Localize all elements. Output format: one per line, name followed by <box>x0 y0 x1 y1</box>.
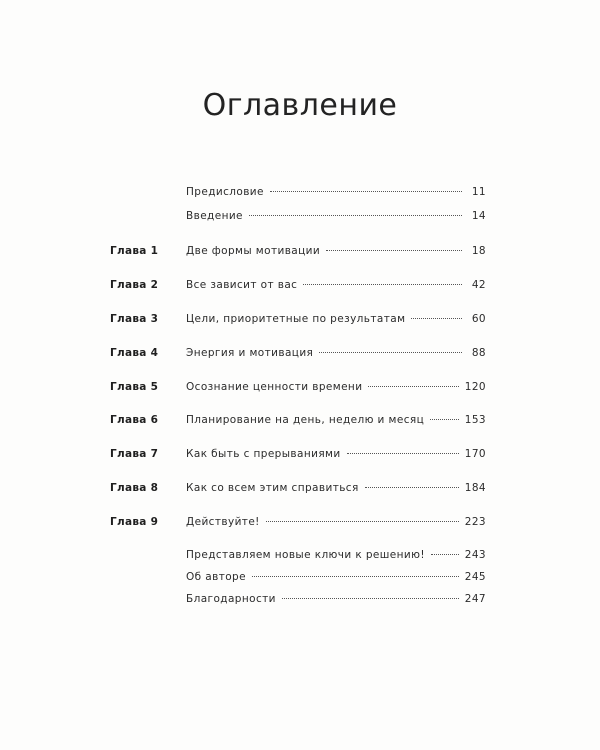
page-number: 14 <box>471 210 486 222</box>
dot-leader <box>347 453 459 454</box>
page-number: 223 <box>464 516 486 528</box>
chapter-label: Глава 2 <box>110 279 159 291</box>
page-number: 247 <box>464 593 486 605</box>
entry-title: Благодарности <box>186 593 276 605</box>
entry-title: Все зависит от вас <box>186 279 298 291</box>
entry-title: Как со всем этим справиться <box>186 482 359 494</box>
entry-title: Введение <box>186 210 243 222</box>
page-number: 11 <box>471 186 486 198</box>
dot-leader <box>249 215 462 216</box>
dot-leader <box>303 284 462 285</box>
dot-leader <box>252 576 459 577</box>
dot-leader <box>431 554 459 555</box>
dot-leader <box>270 191 462 192</box>
page-title: Оглавление <box>202 88 398 123</box>
dot-leader <box>368 386 458 387</box>
entry-title: Осознание ценности времени <box>186 381 363 393</box>
dot-leader <box>319 352 462 353</box>
toc-entry <box>0 343 600 363</box>
entry-title: Энергия и мотивация <box>186 347 314 359</box>
toc-entry <box>0 545 600 565</box>
entry-title: Цели, приоритетные по результатам <box>186 313 406 325</box>
toc-entry <box>0 410 600 430</box>
toc-entry <box>0 444 600 464</box>
page-number: 42 <box>471 279 486 291</box>
page-number: 170 <box>464 448 486 460</box>
chapter-label: Глава 5 <box>110 381 159 393</box>
chapter-label: Глава 7 <box>110 448 159 460</box>
page-number: 60 <box>471 313 486 325</box>
chapter-label: Глава 3 <box>110 313 159 325</box>
toc-entry <box>0 478 600 498</box>
chapter-label: Глава 6 <box>110 414 159 426</box>
page-number: 18 <box>471 245 486 257</box>
toc-entry <box>0 206 600 226</box>
page-number: 120 <box>464 381 486 393</box>
entry-title: Предисловие <box>186 186 264 198</box>
dot-leader <box>282 598 459 599</box>
chapter-label: Глава 1 <box>110 245 159 257</box>
page-number: 153 <box>464 414 486 426</box>
toc-entry <box>0 275 600 295</box>
dot-leader <box>326 250 462 251</box>
chapter-label: Глава 4 <box>110 347 159 359</box>
toc-entry <box>0 567 600 587</box>
toc-entry <box>0 377 600 397</box>
toc-entry <box>0 589 600 609</box>
entry-title: Действуйте! <box>186 516 260 528</box>
dot-leader <box>266 521 459 522</box>
entry-title: Две формы мотивации <box>186 245 321 257</box>
page-number: 184 <box>464 482 486 494</box>
toc-entry <box>0 512 600 532</box>
entry-title: Представляем новые ключи к решению! <box>186 549 425 561</box>
entry-title: Как быть с прерываниями <box>186 448 341 460</box>
page-number: 245 <box>464 571 486 583</box>
toc-entry <box>0 182 600 202</box>
dot-leader <box>411 318 462 319</box>
toc-entry <box>0 309 600 329</box>
dot-leader <box>365 487 459 488</box>
page-number: 88 <box>471 347 486 359</box>
dot-leader <box>430 419 459 420</box>
entry-title: Об авторе <box>186 571 246 583</box>
chapter-label: Глава 9 <box>110 516 159 528</box>
chapter-label: Глава 8 <box>110 482 159 494</box>
toc-entry <box>0 241 600 261</box>
page-number: 243 <box>464 549 486 561</box>
entry-title: Планирование на день, неделю и месяц <box>186 414 425 426</box>
